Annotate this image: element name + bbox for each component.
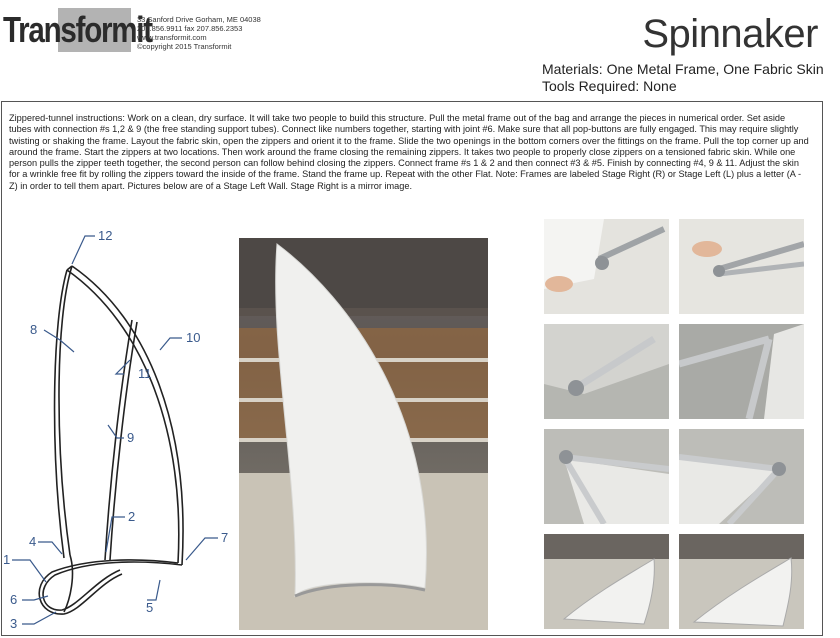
frame-outline	[39, 266, 183, 614]
website: www.transformit.com	[137, 33, 207, 42]
copyright: ©copyright 2015 Transformit	[137, 42, 232, 51]
tools-line: Tools Required: None	[542, 78, 677, 94]
callout-4: 4	[29, 534, 37, 549]
instructions-text: Zippered-tunnel instructions: Work on a clean, dry surface. It will take two people to build this structure. Pull the metal frame out of the bag and arrange the pieces in numerical order. Set aside tubes with connection #s 1,2 & 9 (the free standing support tubes). Connect like numbers together, starting with joint #6. Make sure that all pop-buttons are fully engaged. This may require slightly twisting or shaking the frame. Layout the fabric skin, open the zippers and orient it to the frame. Slide the two openings in the bottom corners over the fittings on the frame. Pull the top corner up and around the frame. Start the zippers at two locations. Then work around the frame closing the remaining zippers. It takes two people to properly close zippers on a tensioned fabric skin. While one person pulls the zipper teeth together, the second person can follow behind closing the zippers. Connect frame #s 1 & 2 and then connect #3 & #5. Finish by connecting #4, 9 & 11. Adjust the skin for a wrinkle free fit by rolling the zippers toward the inside of the frame. Stand the frame up. Repeat with the other Flat. Note: Frames are labeled Stage Right (R) or Stage Left (L) plus a letter (A - Z) in order to tell them apart. Pictures below are of a Stage Left Wall. Stage Right is a mirror image.	[9, 113, 809, 191]
callout-12: 12	[98, 228, 113, 243]
step-photo-8	[679, 534, 804, 629]
callout-10: 10	[186, 330, 201, 345]
materials-block	[542, 61, 824, 95]
step-photo-4	[679, 324, 804, 419]
callout-8: 8	[30, 322, 38, 337]
callout-2: 2	[128, 509, 136, 524]
step-photo-5-art	[544, 429, 669, 524]
callout-labels	[3, 228, 228, 631]
callout-5: 5	[146, 600, 154, 615]
step-photo-3	[544, 324, 669, 419]
step-photo-4-art	[679, 324, 804, 419]
callout-9: 9	[127, 430, 135, 445]
step-photo-7-art	[544, 534, 669, 629]
callout-1: 1	[3, 552, 11, 567]
step-photo-6-art	[679, 429, 804, 524]
callout-7: 7	[221, 530, 229, 545]
callout-6: 6	[10, 592, 18, 607]
callout-leaders	[12, 236, 218, 624]
assembled-photo-art	[239, 238, 488, 630]
callout-11: 11	[138, 366, 152, 381]
contact-info	[137, 15, 261, 51]
page-title: Spinnaker	[642, 12, 818, 56]
step-photo-5	[544, 429, 669, 524]
step-photo-6	[679, 429, 804, 524]
step-photo-7	[544, 534, 669, 629]
step-photo-1-art	[544, 219, 669, 314]
logo-text: Transformit	[3, 9, 152, 50]
step-photo-1	[544, 219, 669, 314]
step-photo-3-art	[544, 324, 669, 419]
callout-3: 3	[10, 616, 18, 631]
frame-diagram	[0, 225, 240, 635]
step-photo-2	[679, 219, 804, 314]
assembled-structure-photo	[239, 238, 488, 630]
address: 33 Sanford Drive Gorham, ME 04038	[137, 15, 261, 24]
phone: 207.856.9911 fax 207.856.2353	[137, 24, 243, 33]
materials-line: Materials: One Metal Frame, One Fabric Skin	[542, 61, 824, 77]
step-photo-2-art	[679, 219, 804, 314]
step-photo-8-art	[679, 534, 804, 629]
